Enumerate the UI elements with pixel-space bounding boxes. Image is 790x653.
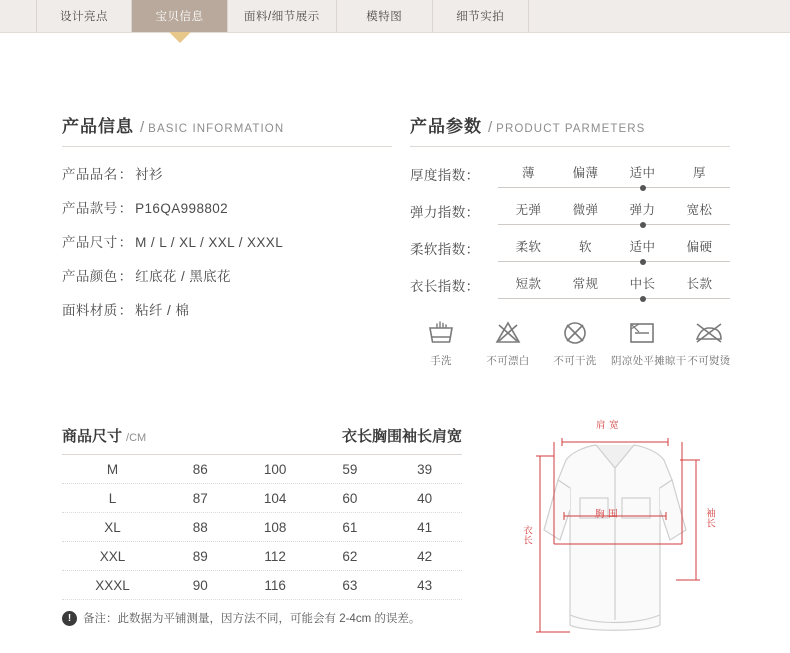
- flat-dry-shade-icon: [611, 318, 673, 348]
- cell-length: 87: [192, 490, 208, 506]
- parameter-label: 柔软指数：: [410, 242, 480, 257]
- label-shoulder-width: 肩 宽: [596, 420, 620, 431]
- info-value: M / L / XL / XXL / XXXL: [135, 235, 284, 250]
- scale-option: 厚: [693, 166, 706, 180]
- basic-information-list: [62, 163, 392, 319]
- care-label: 手洗: [430, 355, 452, 367]
- cell-bust: 116: [264, 577, 286, 593]
- cell-sleeve: 62: [342, 548, 358, 564]
- scale-line: [498, 261, 730, 262]
- info-row-sizes: [62, 231, 392, 251]
- scale-option: 常规: [572, 277, 599, 291]
- care-item-flat-dry-shade: [611, 318, 687, 368]
- cell-shoulder: 42: [417, 548, 433, 564]
- scale-indicator-dot: [640, 222, 646, 228]
- scale-option: 偏薄: [572, 166, 599, 180]
- care-instructions: [410, 318, 740, 368]
- tab-design-highlights[interactable]: [36, 0, 132, 32]
- info-label: 产品款号: [62, 201, 118, 216]
- no-iron-icon: [678, 318, 740, 348]
- column-header-sleeve: 袖长: [401, 428, 432, 445]
- cell-length: 86: [192, 461, 208, 477]
- section-tabs-bar: [0, 0, 790, 33]
- cell-bust: 100: [263, 461, 287, 477]
- parameter-scale: [498, 237, 730, 262]
- tab-label: 细节实拍: [456, 11, 505, 23]
- info-row-product-name: [62, 163, 392, 183]
- size-chart-note: [62, 610, 462, 626]
- scale-options: [498, 200, 730, 218]
- parameter-label: 弹力指数：: [410, 205, 480, 220]
- scale-option: 软: [579, 240, 592, 254]
- info-label: 产品尺寸: [62, 235, 118, 250]
- size-chart-unit: /CM: [126, 432, 147, 444]
- info-row-style-number: [62, 197, 392, 217]
- scale-line: [498, 187, 730, 188]
- no-dry-clean-icon: [544, 318, 606, 348]
- tab-product-info[interactable]: [132, 0, 228, 32]
- cell-size: M: [106, 461, 119, 477]
- section-title-en: BASIC INFORMATION: [148, 123, 285, 135]
- scale-option: 宽松: [686, 203, 713, 217]
- parameter-scale: [498, 200, 730, 225]
- size-chart-note-text: 备注：此数据为平铺测量，因方法不同，可能会有 2-4cm 的误差。: [83, 613, 421, 625]
- cell-bust: 112: [264, 548, 286, 564]
- table-row: [62, 513, 462, 542]
- cell-shoulder: 40: [417, 490, 433, 506]
- scale-option: 短款: [515, 277, 542, 291]
- care-item-no-bleach: [477, 318, 539, 368]
- scale-option: 适中: [629, 166, 656, 180]
- parameter-label: 衣长指数：: [410, 279, 480, 294]
- cell-sleeve: 60: [342, 490, 358, 506]
- scale-options: [498, 274, 730, 292]
- scale-options: [498, 237, 730, 255]
- cell-size: L: [108, 490, 117, 506]
- hand-wash-icon: [410, 318, 472, 348]
- table-row: [62, 571, 462, 600]
- info-row-colors: [62, 265, 392, 285]
- parameter-softness: [410, 237, 730, 262]
- scale-line: [498, 298, 730, 299]
- info-label: 产品品名: [62, 167, 118, 182]
- table-row: [62, 542, 462, 571]
- no-bleach-icon: [477, 318, 539, 348]
- scale-option: 中长: [629, 277, 656, 291]
- cell-shoulder: 39: [417, 461, 433, 477]
- exclamation-icon: !: [62, 611, 77, 626]
- size-chart-title-cell: [62, 425, 342, 446]
- info-colon: ：: [118, 167, 133, 182]
- product-parameters-section: [410, 112, 730, 311]
- scale-indicator-dot: [640, 296, 646, 302]
- care-item-hand-wash: [410, 318, 472, 368]
- label-bust: 胸 围: [595, 509, 619, 520]
- scale-option: 偏硬: [686, 240, 713, 254]
- parameter-label: 厚度指数：: [410, 168, 480, 183]
- cell-length: 90: [192, 577, 208, 593]
- cell-sleeve: 63: [342, 577, 358, 593]
- table-row: [62, 484, 462, 513]
- tab-label: 设计亮点: [60, 11, 108, 23]
- cell-length: 88: [192, 519, 208, 535]
- tab-label: 宝贝信息: [155, 11, 204, 23]
- tab-label: 模特图: [366, 11, 403, 23]
- info-label: 产品颜色: [62, 269, 118, 284]
- scale-options: [498, 163, 730, 181]
- info-colon: ：: [118, 235, 133, 250]
- basic-information-heading: [62, 112, 392, 147]
- parameter-elasticity: [410, 200, 730, 225]
- care-item-no-dry-clean: [544, 318, 606, 368]
- cell-size: XL: [104, 519, 121, 535]
- shirt-measurement-illustration: [500, 420, 730, 645]
- parameter-length: [410, 274, 730, 299]
- product-parameters-heading: [410, 112, 730, 147]
- scale-option: 微弹: [572, 203, 599, 217]
- table-row: [62, 455, 462, 484]
- cell-shoulder: 41: [417, 519, 433, 535]
- scale-option: 柔软: [515, 240, 542, 254]
- scale-indicator-dot: [640, 259, 646, 265]
- measurement-diagram: [500, 420, 730, 645]
- scale-option: 薄: [522, 166, 535, 180]
- scale-line: [498, 224, 730, 225]
- column-header-shoulder: 肩宽: [431, 428, 462, 445]
- tab-detail-photos[interactable]: [433, 0, 529, 32]
- care-label: 不可干洗: [553, 355, 597, 367]
- info-value: P16QA998802: [135, 201, 229, 216]
- size-chart-header: [62, 425, 462, 455]
- size-chart-title: 商品尺寸: [62, 428, 123, 445]
- parameter-thickness: [410, 163, 730, 188]
- info-value: 红底花 / 黑底花: [135, 269, 231, 284]
- info-row-material: [62, 299, 392, 319]
- cell-size: XXL: [99, 548, 126, 564]
- cell-sleeve: 61: [342, 519, 358, 535]
- section-title-cn: 产品参数: [410, 117, 482, 136]
- info-label: 面料材质: [62, 303, 118, 318]
- info-value: 粘纤 / 棉: [135, 303, 190, 318]
- basic-information-section: [62, 112, 392, 333]
- section-tabs: [0, 0, 790, 32]
- care-item-no-iron: [678, 318, 740, 368]
- scale-option: 无弹: [515, 203, 542, 217]
- parameter-scale: [498, 163, 730, 188]
- info-colon: ：: [118, 269, 133, 284]
- cell-bust: 108: [263, 519, 287, 535]
- parameter-scale: [498, 274, 730, 299]
- scale-option: 弹力: [629, 203, 656, 217]
- tab-model-photos[interactable]: [337, 0, 433, 32]
- section-title-separator: /: [488, 119, 493, 136]
- info-colon: ：: [118, 303, 133, 318]
- cell-size: XXXL: [95, 577, 130, 593]
- section-title-en: PRODUCT PARMETERS: [496, 123, 646, 135]
- cell-bust: 104: [263, 490, 287, 506]
- scale-option: 长款: [686, 277, 713, 291]
- info-value: 衬衫: [135, 167, 163, 182]
- scale-indicator-dot: [640, 185, 646, 191]
- section-title-separator: /: [140, 119, 145, 136]
- scale-option: 适中: [629, 240, 656, 254]
- size-chart: [62, 425, 462, 626]
- cell-sleeve: 59: [342, 461, 358, 477]
- label-garment-length: 衣长: [520, 525, 532, 545]
- cell-shoulder: 43: [417, 577, 433, 593]
- section-title-cn: 产品信息: [62, 117, 134, 136]
- care-label: 阴凉处平摊晾干: [611, 355, 687, 367]
- column-header-bust: 胸围: [371, 428, 402, 445]
- info-colon: ：: [118, 201, 133, 216]
- tab-label: 面料/细节展示: [244, 11, 320, 23]
- care-label: 不可熨烫: [687, 355, 731, 367]
- label-sleeve-length: 袖长: [703, 508, 715, 528]
- parameter-list: [410, 163, 730, 299]
- tab-fabric-details[interactable]: [228, 0, 337, 32]
- column-header-length: 衣长: [341, 428, 372, 445]
- care-label: 不可漂白: [486, 355, 530, 367]
- cell-length: 89: [192, 548, 208, 564]
